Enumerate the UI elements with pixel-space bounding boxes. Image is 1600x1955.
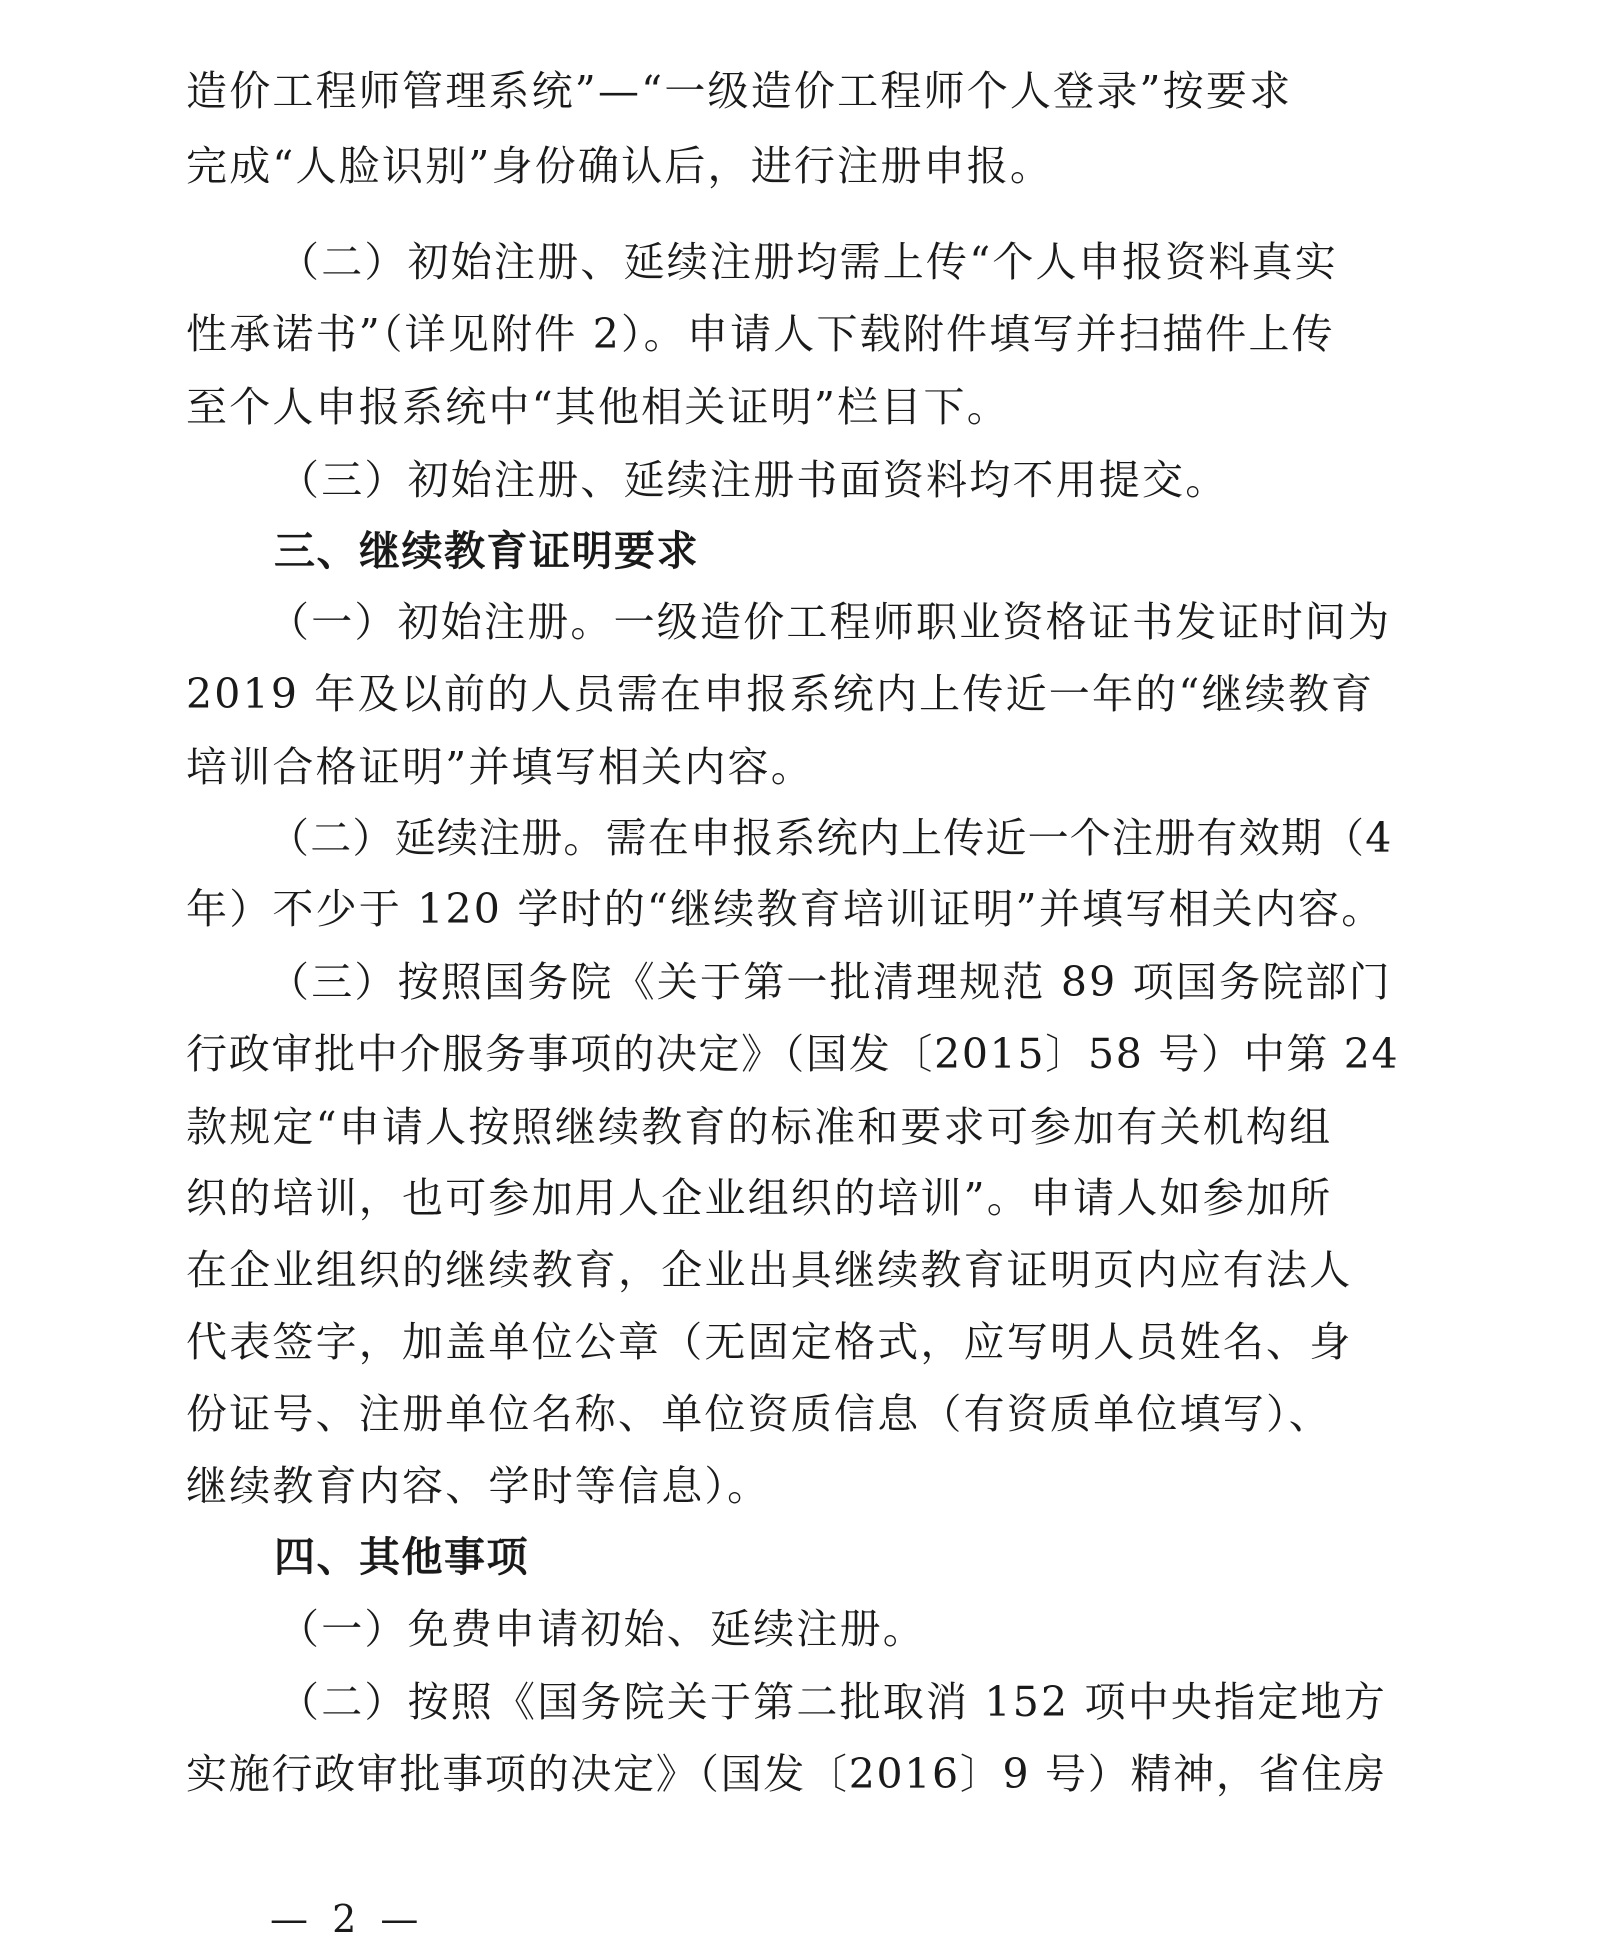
section-heading: 三、继续教育证明要求 xyxy=(274,527,699,575)
page-number: — 2 — xyxy=(270,1897,425,1941)
text-line: 织的培训，也可参加用人企业组织的培训”。申请人如参加所 xyxy=(186,1174,1333,1222)
text-line: 完成“人脸识别”身份确认后，进行注册申报。 xyxy=(186,142,1054,190)
section-heading: 四、其他事项 xyxy=(274,1533,529,1581)
text-line: 继续教育内容、学时等信息）。 xyxy=(186,1462,771,1510)
text-line: 行政审批中介服务事项的决定》（国发〔2015〕58 号）中第 24 xyxy=(186,1030,1400,1078)
text-line: 性承诺书”（详见附件 2）。申请人下载附件填写并扫描件上传 xyxy=(186,310,1335,358)
text-line: （二）按照《国务院关于第二批取消 152 项中央指定地方 xyxy=(278,1678,1387,1726)
text-line: （一）免费申请初始、延续注册。 xyxy=(278,1605,926,1653)
text-line: 2019 年及以前的人员需在申报系统内上传近一年的“继续教育 xyxy=(186,670,1375,718)
text-line: 实施行政审批事项的决定》（国发〔2016〕9 号）精神，省住房 xyxy=(186,1750,1387,1798)
text-line: 款规定“申请人按照继续教育的标准和要求可参加有关机构组 xyxy=(186,1103,1333,1151)
text-line: 份证号、注册单位名称、单位资质信息（有资质单位填写）、 xyxy=(186,1390,1332,1438)
text-line: （三）按照国务院《关于第一批清理规范 89 项国务院部门 xyxy=(268,958,1392,1006)
text-line: 代表签字，加盖单位公章（无固定格式，应写明人员姓名、身 xyxy=(186,1318,1353,1366)
text-line: 培训合格证明”并填写相关内容。 xyxy=(186,743,814,791)
text-line: 在企业组织的继续教育，企业出具继续教育证明页内应有法人 xyxy=(186,1246,1353,1294)
text-line: （三）初始注册、延续注册书面资料均不用提交。 xyxy=(278,456,1229,504)
text-line: 至个人申报系统中“其他相关证明”栏目下。 xyxy=(186,383,1010,431)
text-line: 年）不少于 120 学时的“继续教育培训证明”并填写相关内容。 xyxy=(186,885,1385,933)
text-line: （二）初始注册、延续注册均需上传“个人申报资料真实 xyxy=(278,238,1338,286)
text-line: （一）初始注册。一级造价工程师职业资格证书发证时间为 xyxy=(268,598,1392,646)
text-line: 造价工程师管理系统”—“一级造价工程师个人登录”按要求 xyxy=(186,67,1293,115)
text-line: （二）延续注册。需在申报系统内上传近一个注册有效期（4 xyxy=(268,814,1393,862)
